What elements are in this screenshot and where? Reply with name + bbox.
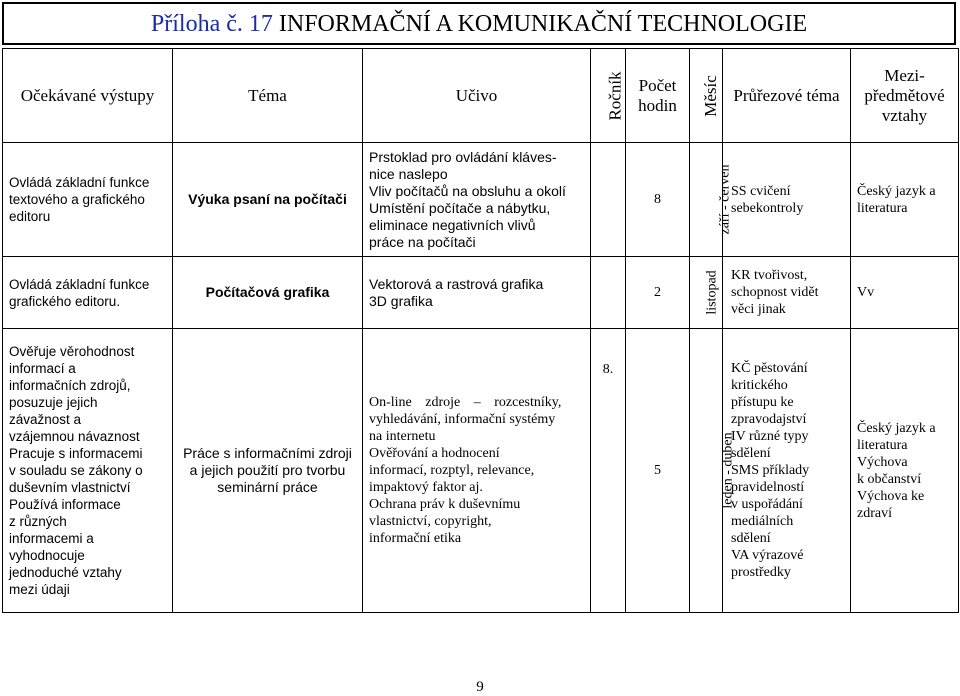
cross-topic-cell (723, 257, 851, 329)
curriculum-cell (363, 143, 591, 257)
text-line: textového a grafického (9, 192, 145, 207)
header-curriculum: Učivo (363, 49, 591, 143)
cross-topic-cell (723, 329, 851, 613)
inter-subject-cell (851, 143, 959, 257)
header-inter-subject-label: Mezi-předmětové vztahy (864, 65, 945, 125)
text-line: KR tvořivost, (731, 268, 808, 283)
header-month (690, 49, 723, 143)
text-line: literatura (857, 200, 908, 216)
text-line: z různých (9, 514, 67, 529)
curriculum-cell (363, 329, 591, 613)
header-cross-topic: Průřezové téma (723, 49, 851, 143)
text-line: věci jinak (731, 302, 786, 317)
header-topic: Téma (173, 49, 363, 143)
hours-cell: 2 (626, 257, 690, 329)
text-line: eliminace negativních vlivů (369, 216, 536, 233)
text-line: duševním vlastnictví (9, 480, 131, 495)
header-row (3, 49, 959, 143)
text-line: Vv (857, 285, 875, 300)
grade-cell (591, 257, 626, 329)
text-line: vzájemnou návaznost (9, 429, 140, 444)
topic-cell: Práce s informačními zdroji a jejich použití pro tvorbu seminární práce (173, 329, 363, 613)
page-number: 9 (476, 679, 484, 695)
title-box (2, 2, 956, 45)
text-line: mediálních (731, 514, 794, 529)
text-line: KČ pěstování (731, 361, 808, 376)
text-line: závažnost a (9, 412, 82, 427)
text-line: Umístění počítače a nábytku, (369, 199, 551, 216)
text-line: sebekontroly (731, 200, 804, 216)
text-line: editoru (9, 209, 51, 224)
curriculum-cell (363, 257, 591, 329)
text-line: impaktový faktor aj. (369, 480, 483, 495)
text-line: Používá informace (9, 497, 121, 512)
text-line: VA výrazové (731, 548, 804, 563)
text-line: Ovládá základní funkce (9, 175, 150, 190)
text-line: na internetu (369, 429, 436, 444)
header-month-label: Měsíc (700, 74, 720, 117)
text-line: Ovládá základní funkce (9, 276, 150, 292)
text-line: Ověřování a hodnocení (369, 446, 500, 461)
hours-cell: 5 (626, 329, 690, 613)
cross-topic-cell (723, 143, 851, 257)
outputs-cell (3, 257, 173, 329)
text-line: pravidelností (731, 480, 805, 495)
month-cell (690, 257, 723, 329)
text-line: IV různé typy (731, 429, 809, 444)
outputs-cell (3, 329, 173, 613)
text-line: informačních zdrojů, (9, 378, 131, 393)
grade-cell: 8. (591, 329, 626, 613)
text-line: Ochrana práv k duševnímu (369, 497, 521, 512)
text-line: vyhledávání, informační systémy (369, 412, 556, 427)
text-line: Ověřuje věrohodnost (9, 344, 135, 359)
hours-cell: 8 (626, 143, 690, 257)
month-cell (690, 143, 733, 257)
text-line: k občanství (857, 471, 922, 487)
text-line: v uspořádání (731, 497, 803, 512)
text-line: 3D grafika (369, 292, 433, 309)
month-label: listopad (704, 270, 720, 315)
text-line: zdraví (857, 505, 892, 521)
text-line: Pracuje s informacemi (9, 446, 143, 461)
text-line: On-line zdroje – rozcestníky, (369, 395, 562, 410)
header-grade-label: Ročník (605, 70, 625, 121)
header-hours (626, 49, 690, 143)
header-inter-subject (851, 49, 959, 143)
text-line: sdělení (731, 531, 771, 546)
text-line: schopnost vidět (731, 285, 819, 300)
text-line: zpravodajství (731, 412, 807, 427)
grade-cell (591, 143, 626, 257)
text-line: informacemi a (9, 531, 94, 546)
appendix-label: Příloha č. 17 (150, 11, 273, 37)
text-line: Vliv počítačů na obsluhu a okolí (369, 182, 566, 199)
topic-cell: Výuka psaní na počítači (173, 143, 363, 257)
header-hours-label: Počet hodin (638, 75, 677, 115)
text-line: prostředky (731, 565, 791, 580)
text-line: sdělení (731, 446, 771, 461)
text-line: informací a (9, 361, 76, 376)
table-row (3, 329, 959, 613)
text-line: informací, rozptyl, relevance, (369, 463, 535, 478)
text-line: práce na počítači (369, 233, 476, 250)
outputs-cell (3, 143, 173, 257)
header-grade (591, 49, 626, 143)
month-cell (690, 329, 736, 613)
curriculum-table (2, 48, 959, 613)
text-line: Vektorová a rastrová grafika (369, 275, 544, 292)
topic-cell: Počítačová grafika (173, 257, 363, 329)
text-line: přístupu ke (731, 395, 794, 410)
month-label: září - červen (717, 164, 733, 235)
text-line: grafického editoru. (9, 293, 121, 309)
text-line: kritického (731, 378, 788, 393)
text-line: jednoduché vztahy (9, 565, 122, 580)
table-row (3, 257, 959, 329)
text-line: SS cvičení (731, 183, 791, 199)
table-row (3, 143, 959, 257)
text-line: Výchova ke (857, 488, 925, 504)
text-line: posuzuje jejich (9, 395, 98, 410)
month-label: leden - duben (720, 432, 736, 509)
inter-subject-cell (851, 257, 959, 329)
text-line: Český jazyk a (857, 183, 936, 199)
text-line: Český jazyk a (857, 420, 936, 436)
text-line: Prstoklad pro ovládání kláves- (369, 148, 557, 165)
text-line: Výchova (857, 454, 908, 470)
text-line: v souladu se zákony o (9, 463, 143, 478)
text-line: literatura (857, 437, 908, 453)
text-line: nice naslepo (369, 165, 448, 182)
text-line: vlastnictví, copyright, (369, 514, 492, 529)
text-line: vyhodnocuje (9, 548, 85, 563)
document-title (4, 10, 954, 38)
header-outputs: Očekávané výstupy (3, 49, 173, 143)
text-line: SMS příklady (731, 463, 810, 478)
text-line: informační etika (369, 531, 462, 546)
inter-subject-cell (851, 329, 959, 613)
subject-title: INFORMAČNÍ A KOMUNIKAČNÍ TECHNOLOGIE (278, 11, 808, 37)
text-line: mezi údaji (9, 582, 70, 597)
